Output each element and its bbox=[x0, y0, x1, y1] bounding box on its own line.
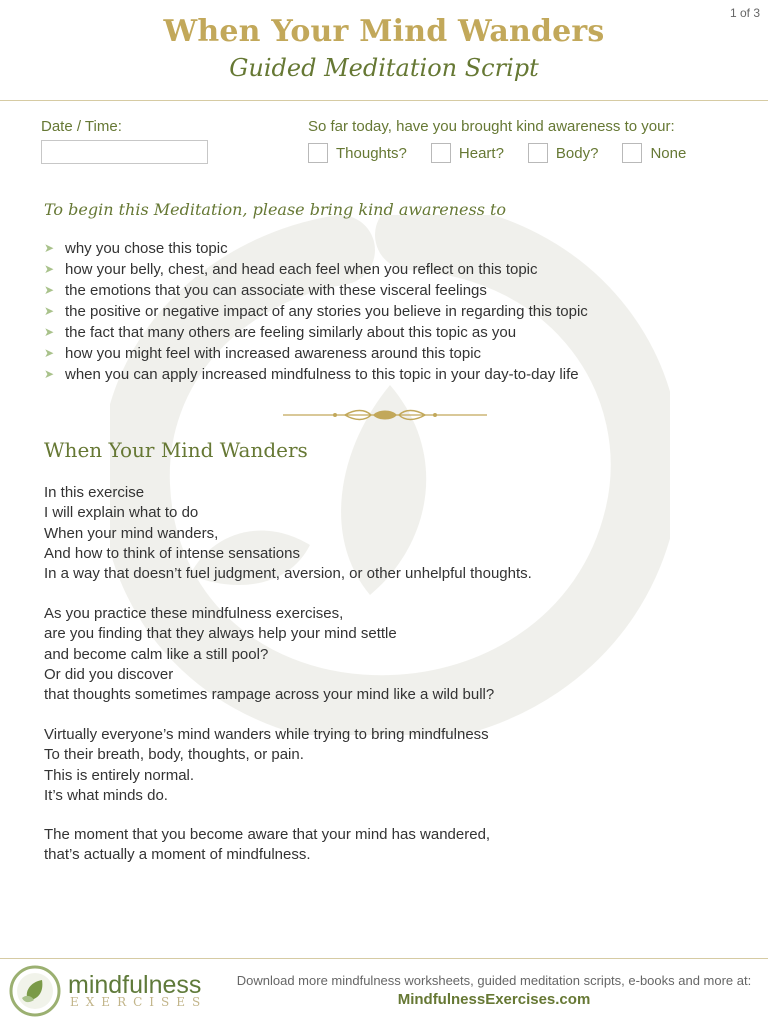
page-subtitle: Guided Meditation Script bbox=[229, 54, 539, 82]
checkbox-thoughts[interactable] bbox=[308, 143, 407, 163]
list-item bbox=[44, 322, 588, 343]
list-item bbox=[44, 301, 588, 322]
checkbox-none[interactable] bbox=[622, 143, 686, 163]
body-line: I will explain what to do bbox=[44, 504, 199, 522]
body-line: And how to think of intense sensations bbox=[44, 544, 300, 562]
bullet-text: how you might feel with increased awareness around this topic bbox=[65, 345, 482, 362]
checkbox-box[interactable] bbox=[528, 143, 548, 163]
checkbox-box[interactable] bbox=[308, 143, 328, 163]
arrow-bullet-icon: ➤ bbox=[44, 325, 55, 339]
list-item bbox=[44, 238, 588, 259]
leaf-logo-icon bbox=[8, 964, 62, 1018]
footer-link[interactable]: MindfulnessExercises.com bbox=[397, 991, 591, 1008]
checkbox-box[interactable] bbox=[431, 143, 451, 163]
section-title: When Your Mind Wanders bbox=[44, 438, 308, 462]
page-number: 1 of 3 bbox=[729, 6, 760, 20]
ornament-divider-icon bbox=[283, 407, 487, 423]
checkbox-label: None bbox=[650, 144, 687, 162]
body-line: In this exercise bbox=[44, 484, 145, 501]
arrow-bullet-icon: ➤ bbox=[44, 367, 55, 381]
awareness-checkbox-group bbox=[308, 143, 710, 163]
paragraph bbox=[44, 825, 490, 866]
body-line: In a way that doesn’t fuel judgment, aversion, or other unhelpful thoughts. bbox=[44, 565, 532, 583]
date-time-field[interactable] bbox=[41, 140, 208, 164]
brand-subtitle: EXERCISES bbox=[70, 995, 208, 1009]
date-label: Date / Time: bbox=[41, 118, 122, 135]
body-line: It’s what minds do. bbox=[44, 786, 168, 804]
body-line: and become calm like a still pool? bbox=[44, 645, 269, 663]
footer-divider bbox=[0, 958, 768, 959]
checkbox-label: Heart? bbox=[458, 144, 504, 162]
body-line: that’s actually a moment of mindfulness. bbox=[44, 846, 311, 864]
paragraph bbox=[44, 604, 494, 705]
bullet-text: when you can apply increased mindfulness to this topic in your day-to-day life bbox=[65, 366, 579, 383]
bullet-text: the emotions that you can associate with these visceral feelings bbox=[65, 282, 487, 299]
list-item bbox=[44, 364, 588, 385]
header-divider bbox=[0, 100, 768, 101]
checkbox-body[interactable] bbox=[528, 143, 599, 163]
arrow-bullet-icon: ➤ bbox=[44, 241, 55, 255]
body-line: The moment that you become aware that your mind has wandered, bbox=[44, 826, 491, 843]
list-item bbox=[44, 259, 588, 280]
bullet-text: how your belly, chest, and head each feel when you reflect on this topic bbox=[65, 261, 538, 278]
checkbox-label: Thoughts? bbox=[336, 144, 407, 162]
awareness-question: So far today, have you brought kind awareness to your: bbox=[308, 118, 675, 135]
body-line: Virtually everyone’s mind wanders while trying to bring mindfulness bbox=[44, 726, 489, 743]
bullet-text: why you chose this topic bbox=[65, 240, 228, 257]
list-item bbox=[44, 280, 588, 301]
list-item bbox=[44, 343, 588, 364]
awareness-bullet-list bbox=[44, 238, 588, 385]
body-line: that thoughts sometimes rampage across your mind like a wild bull? bbox=[44, 686, 495, 704]
body-line: Or did you discover bbox=[44, 665, 174, 683]
bullet-text: the positive or negative impact of any stories you believe in regarding this topic bbox=[65, 303, 588, 320]
paragraph bbox=[44, 725, 489, 806]
arrow-bullet-icon: ➤ bbox=[44, 262, 55, 276]
arrow-bullet-icon: ➤ bbox=[44, 283, 55, 297]
bullet-text: the fact that many others are feeling similarly about this topic as you bbox=[65, 324, 517, 341]
footer-text: Download more mindfulness worksheets, guided meditation scripts, e-books and more at: bbox=[236, 973, 752, 988]
brand-name: mindfulness bbox=[68, 971, 202, 999]
checkbox-box[interactable] bbox=[622, 143, 642, 163]
body-line: To their breath, body, thoughts, or pain. bbox=[44, 746, 304, 764]
checkbox-heart[interactable] bbox=[431, 143, 504, 163]
body-line: As you practice these mindfulness exercises, bbox=[44, 605, 344, 622]
arrow-bullet-icon: ➤ bbox=[44, 304, 55, 318]
checkbox-label: Body? bbox=[555, 144, 599, 162]
page-title: When Your Mind Wanders bbox=[163, 14, 605, 49]
paragraph bbox=[44, 483, 532, 584]
body-line: This is entirely normal. bbox=[44, 766, 195, 784]
body-line: When your mind wanders, bbox=[44, 524, 219, 542]
body-line: are you finding that they always help your mind settle bbox=[44, 625, 397, 643]
arrow-bullet-icon: ➤ bbox=[44, 346, 55, 360]
intro-heading: To begin this Meditation, please bring kind awareness to bbox=[44, 200, 507, 219]
